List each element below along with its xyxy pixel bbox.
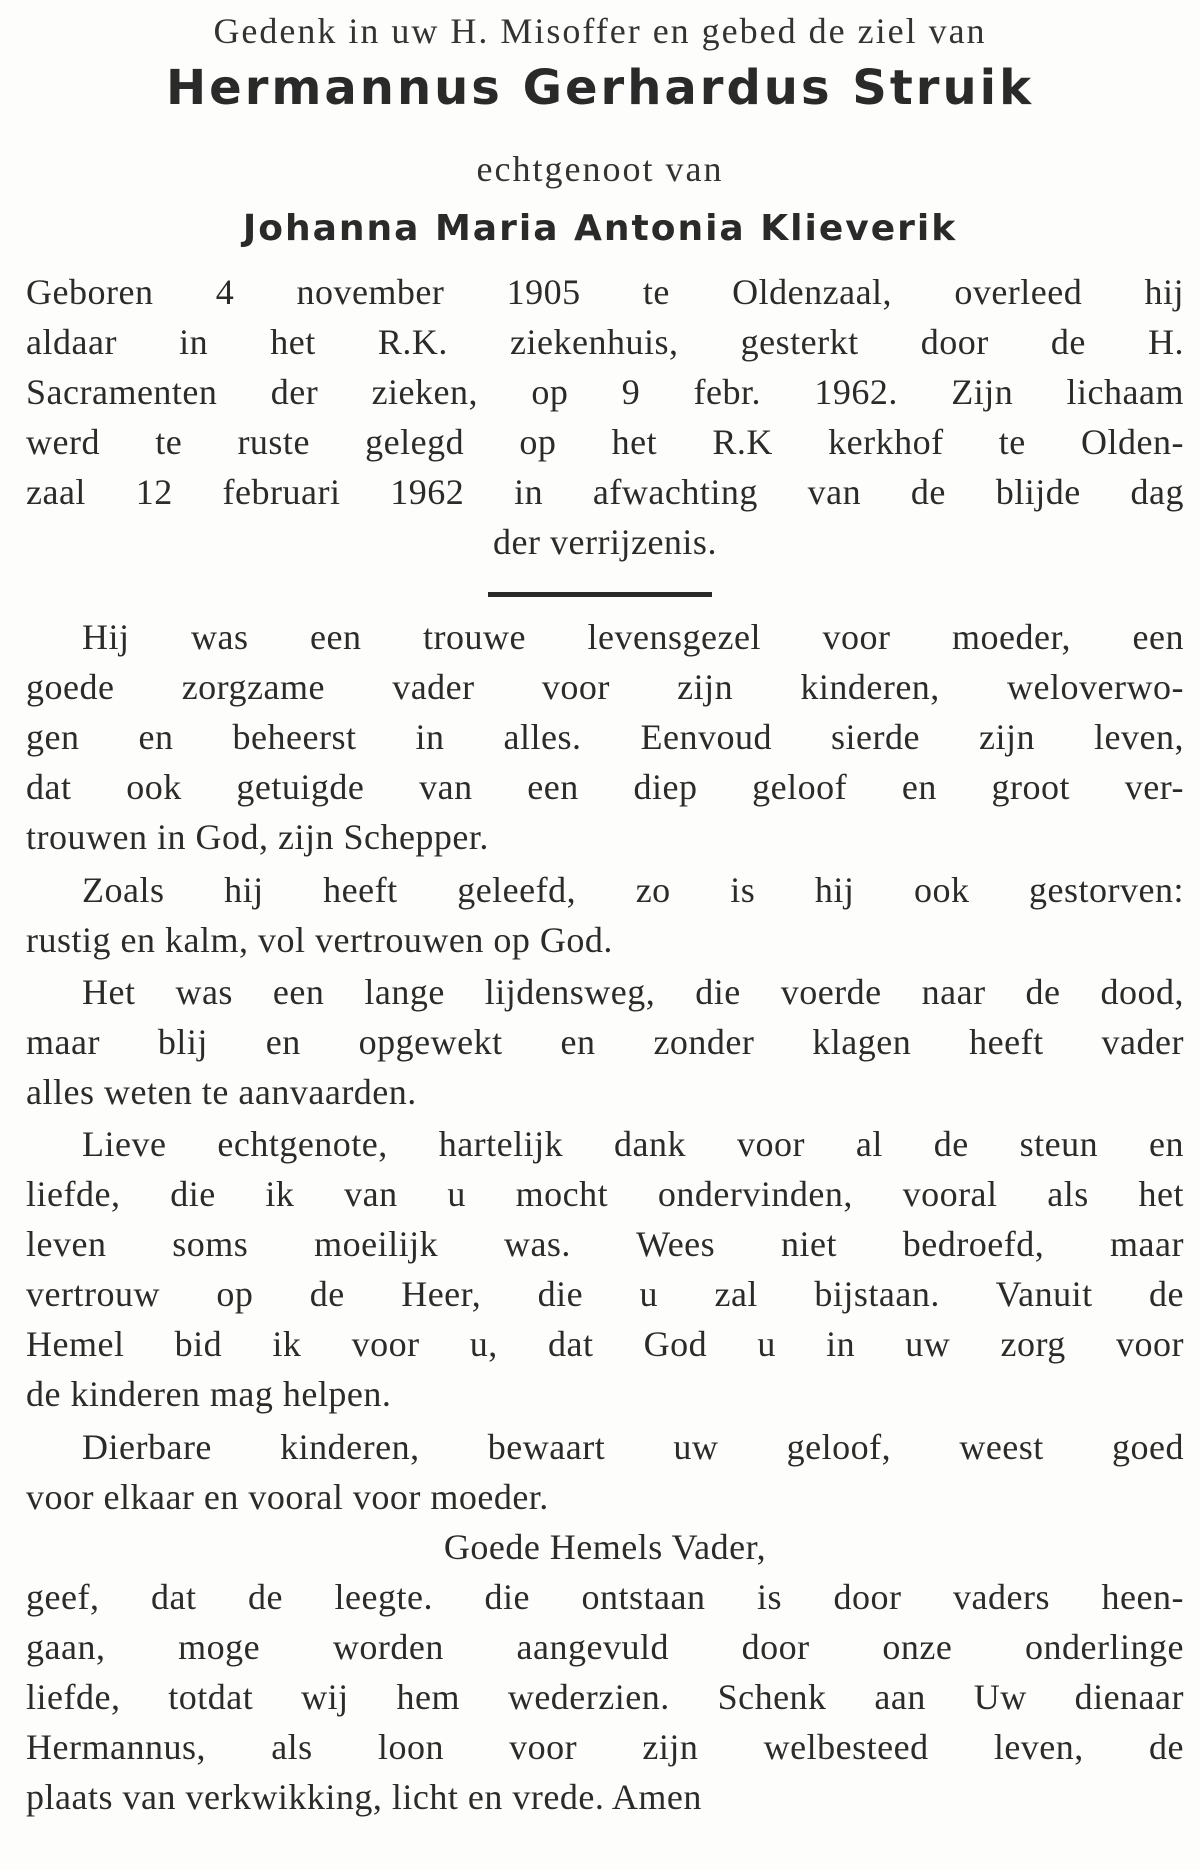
paragraph-line: dat ook getuigde van een diep geloof en groot ver-	[26, 767, 1184, 807]
biography-line: Geboren 4 november 1905 te Oldenzaal, overleed hij	[26, 272, 1184, 312]
prayer-line: plaats van verkwikking, licht en vrede. Amen	[26, 1777, 702, 1817]
paragraph-line: Het was een lange lijdensweg, die voerde naar de dood,	[82, 972, 1184, 1012]
deceased-name: Hermannus Gerhardus Struik	[165, 60, 1034, 116]
biography-line: aldaar in het R.K. ziekenhuis, gesterkt door de H.	[26, 322, 1184, 362]
paragraph-line: Hij was een trouwe levensgezel voor moeder, een	[82, 617, 1184, 657]
paragraph-line: vertrouw op de Heer, die u zal bijstaan. Vanuit de	[26, 1274, 1184, 1314]
prayer-line: geef, dat de leegte. die ontstaan is door vaders heen-	[26, 1577, 1184, 1617]
paragraph-line: gen en beheerst in alles. Eenvoud sierde zijn leven,	[26, 717, 1184, 757]
biography-line: zaal 12 februari 1962 in afwachting van de blijde dag	[26, 472, 1184, 512]
intro-line: Gedenk in uw H. Misoffer en gebed de ziel van	[213, 11, 987, 51]
paragraph-line: maar blij en opgewekt en zonder klagen heeft vader	[26, 1022, 1184, 1062]
paragraph-line: liefde, die ik van u mocht ondervinden, vooral als het	[26, 1174, 1184, 1214]
biography-line: Sacramenten der zieken, op 9 febr. 1962. Zijn lichaam	[26, 372, 1184, 412]
paragraph-line: Hemel bid ik voor u, dat God u in uw zorg voor	[26, 1324, 1184, 1364]
prayer-line: Hermannus, als loon voor zijn welbesteed leven, de	[26, 1727, 1184, 1767]
prayer-line: liefde, totdat wij hem wederzien. Schenk aan Uw dienaar	[26, 1677, 1184, 1717]
prayer-opening: Goede Hemels Vader,	[443, 1527, 767, 1567]
prayer-line: gaan, moge worden aangevuld door onze onderlinge	[26, 1627, 1184, 1667]
paragraph-line: goede zorgzame vader voor zijn kinderen, weloverwo-	[26, 667, 1184, 707]
spouse-name: Johanna Maria Antonia Klieverik	[242, 208, 958, 249]
paragraph-line: alles weten te aanvaarden.	[26, 1072, 417, 1112]
biography-line: der verrijzenis.	[493, 522, 717, 562]
relation-line: echtgenoot van	[476, 149, 724, 189]
paragraph-line: Dierbare kinderen, bewaart uw geloof, weest goed	[82, 1427, 1184, 1467]
paragraph-line: voor elkaar en vooral voor moeder.	[26, 1477, 549, 1517]
paragraph-line: rustig en kalm, vol vertrouwen op God.	[26, 920, 613, 960]
paragraph-line: leven soms moeilijk was. Wees niet bedroefd, maar	[26, 1224, 1184, 1264]
paragraph-line: de kinderen mag helpen.	[26, 1374, 392, 1414]
divider-rule	[488, 592, 712, 597]
paragraph-line: Lieve echtgenote, hartelijk dank voor al de steun en	[82, 1124, 1184, 1164]
paragraph-line: Zoals hij heeft geleefd, zo is hij ook gestorven:	[82, 870, 1184, 910]
paragraph-line: trouwen in God, zijn Schepper.	[26, 817, 489, 857]
biography-line: werd te ruste gelegd op het R.K kerkhof te Olden-	[26, 422, 1184, 462]
